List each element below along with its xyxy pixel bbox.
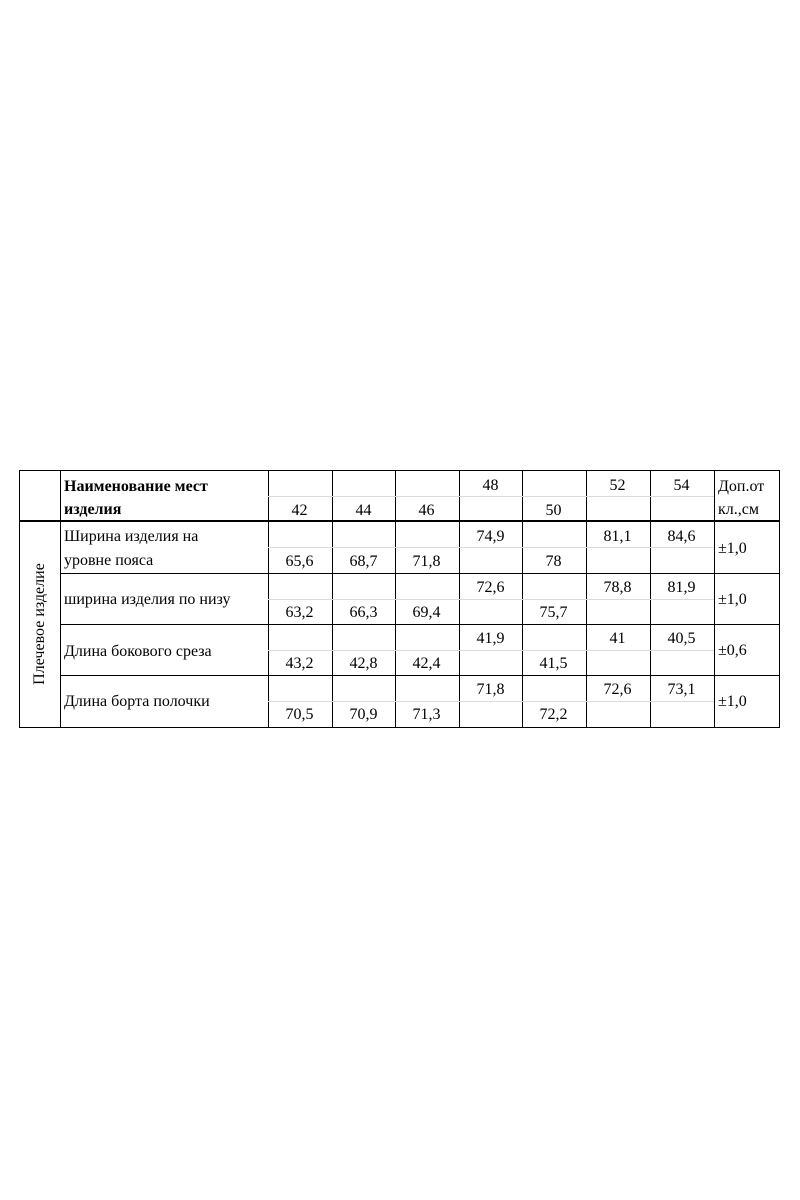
- row-value: 84,6: [667, 528, 696, 545]
- grid-vline: [714, 470, 715, 728]
- row-value: 41,5: [539, 655, 568, 672]
- row-value: 72,2: [539, 706, 568, 723]
- row-value: 72,6: [603, 681, 632, 698]
- row-value: 81,1: [603, 528, 632, 545]
- row-value: 81,9: [667, 579, 696, 596]
- row-value: 75,7: [539, 604, 568, 621]
- header-size-54: 54: [673, 477, 690, 494]
- header-size-46: 46: [418, 502, 435, 519]
- row-name: Длина борта полочки: [64, 693, 210, 710]
- row-value: 78: [545, 553, 562, 570]
- header-name-line2: изделия: [64, 501, 122, 518]
- row-tolerance: ±1,0: [718, 540, 747, 557]
- row-value: 42,8: [349, 655, 378, 672]
- row-value: 68,7: [349, 553, 378, 570]
- header-size-50: 50: [545, 502, 562, 519]
- header-name-line1: Наименование мест: [64, 478, 208, 495]
- row-value: 42,4: [412, 655, 441, 672]
- header-size-42: 42: [291, 502, 308, 519]
- row-value: 74,9: [476, 528, 505, 545]
- row-value: 43,2: [285, 655, 314, 672]
- section-label: Плечевое изделие: [30, 563, 48, 685]
- header-tolerance-line2: кл.,см: [718, 501, 759, 518]
- size-table: [19, 470, 780, 728]
- row-value: 65,6: [285, 553, 314, 570]
- row-tolerance: ±1,0: [718, 693, 747, 710]
- header-size-48: 48: [482, 477, 499, 494]
- header-size-52: 52: [609, 477, 626, 494]
- row-value: 41,9: [476, 630, 505, 647]
- row-value: 71,3: [412, 706, 441, 723]
- row-value: 71,8: [476, 681, 505, 698]
- row-value: 72,6: [476, 579, 505, 596]
- row-name: ширина изделия по низу: [64, 591, 231, 608]
- header-size-44: 44: [355, 502, 372, 519]
- row-tolerance: ±1,0: [718, 591, 747, 608]
- section-label-cell: [19, 521, 60, 727]
- grid-vline: [60, 470, 61, 728]
- header-tolerance-line1: Доп.от: [718, 478, 765, 495]
- row-tolerance: ±0,6: [718, 642, 747, 659]
- row-value: 73,1: [667, 681, 696, 698]
- row-value: 70,5: [285, 706, 314, 723]
- row-name: Длина бокового среза: [64, 643, 212, 660]
- row-value: 70,9: [349, 706, 378, 723]
- row-value: 69,4: [412, 604, 441, 621]
- row-value: 78,8: [603, 579, 632, 596]
- row-name: Ширина изделия на: [64, 528, 199, 545]
- row-value: 66,3: [349, 604, 378, 621]
- row-name-line2: уровне пояса: [64, 552, 154, 569]
- row-value: 40,5: [667, 630, 696, 647]
- row-value: 63,2: [285, 604, 314, 621]
- row-value: 71,8: [412, 553, 441, 570]
- row-value: 41: [609, 630, 626, 647]
